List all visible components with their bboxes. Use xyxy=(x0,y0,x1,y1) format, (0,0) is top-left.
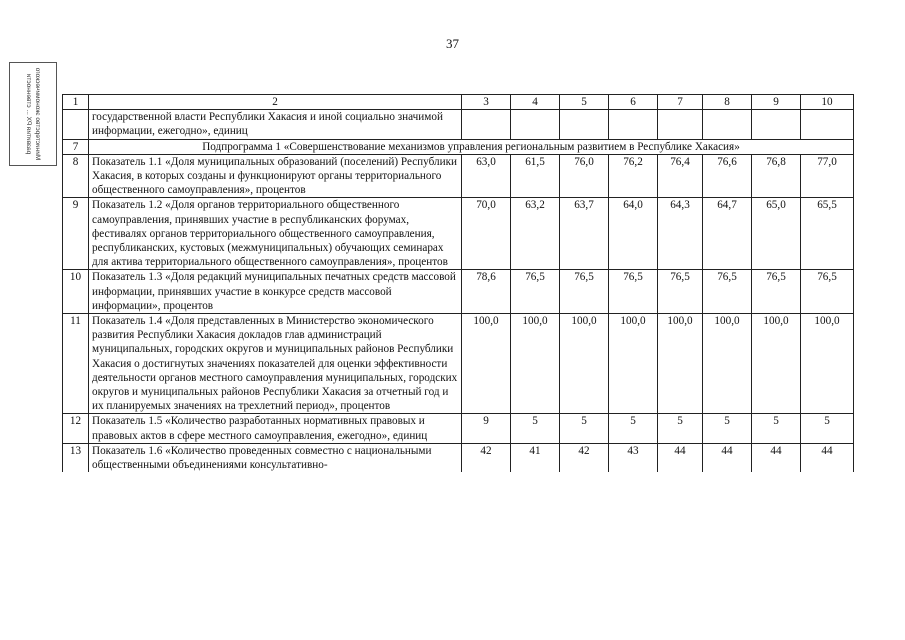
subprogram-row xyxy=(63,139,854,154)
header-cell: 10 xyxy=(801,95,854,110)
value-cell: 5 xyxy=(560,414,609,443)
row-number: 11 xyxy=(63,314,89,414)
value-cell: 9 xyxy=(462,414,511,443)
value-cell xyxy=(462,110,511,139)
value-cell: 42 xyxy=(560,443,609,472)
header-cell: 3 xyxy=(462,95,511,110)
registration-stamp xyxy=(9,62,57,166)
value-cell: 76,2 xyxy=(609,154,658,198)
table-row xyxy=(63,110,854,139)
value-cell xyxy=(511,110,560,139)
value-cell: 65,0 xyxy=(752,198,801,270)
value-cell: 76,8 xyxy=(752,154,801,198)
page-number: 37 xyxy=(446,36,459,51)
value-cell: 44 xyxy=(752,443,801,472)
value-cell: 63,0 xyxy=(462,154,511,198)
value-cell: 63,7 xyxy=(560,198,609,270)
value-cell: 100,0 xyxy=(462,314,511,414)
value-cell xyxy=(703,110,752,139)
value-cell: 5 xyxy=(801,414,854,443)
header-cell: 6 xyxy=(609,95,658,110)
header-cell: 4 xyxy=(511,95,560,110)
value-cell: 5 xyxy=(658,414,703,443)
row-number xyxy=(63,110,89,139)
value-cell: 77,0 xyxy=(801,154,854,198)
value-cell: 5 xyxy=(609,414,658,443)
table-row xyxy=(63,443,854,472)
value-cell: 76,5 xyxy=(560,270,609,314)
value-cell: 76,5 xyxy=(658,270,703,314)
value-cell: 64,3 xyxy=(658,198,703,270)
table-row xyxy=(63,414,854,443)
row-number: 7 xyxy=(63,139,89,154)
value-cell: 100,0 xyxy=(560,314,609,414)
value-cell xyxy=(801,110,854,139)
value-cell: 64,0 xyxy=(609,198,658,270)
value-cell: 100,0 xyxy=(801,314,854,414)
value-cell: 42 xyxy=(462,443,511,472)
value-cell: 76,4 xyxy=(658,154,703,198)
value-cell: 78,6 xyxy=(462,270,511,314)
header-cell: 1 xyxy=(63,95,89,110)
row-number: 10 xyxy=(63,270,89,314)
subprogram-title: Подпрограмма 1 «Совершенствование механизмов управления региональным развитием в Республике Хакасия» xyxy=(89,139,854,154)
value-cell xyxy=(560,110,609,139)
value-cell: 61,5 xyxy=(511,154,560,198)
value-cell: 76,6 xyxy=(703,154,752,198)
value-cell: 100,0 xyxy=(703,314,752,414)
value-cell: 100,0 xyxy=(658,314,703,414)
table-row xyxy=(63,154,854,198)
value-cell: 41 xyxy=(511,443,560,472)
value-cell: 44 xyxy=(658,443,703,472)
value-cell: 76,0 xyxy=(560,154,609,198)
row-number: 8 xyxy=(63,154,89,198)
table-row xyxy=(63,270,854,314)
indicator-text: Показатель 1.1 «Доля муниципальных образований (поселений) Республики Хакасия, в которых созданы и функционируют органы территориального общественного самоуправления», процентов xyxy=(89,154,462,198)
value-cell: 65,5 xyxy=(801,198,854,270)
value-cell: 43 xyxy=(609,443,658,472)
table-row xyxy=(63,314,854,414)
header-cell: 9 xyxy=(752,95,801,110)
row-number: 13 xyxy=(63,443,89,472)
indicators-table xyxy=(62,94,854,472)
value-cell: 63,2 xyxy=(511,198,560,270)
table-row xyxy=(63,198,854,270)
value-cell: 64,7 xyxy=(703,198,752,270)
value-cell xyxy=(752,110,801,139)
indicator-text: Показатель 1.3 «Доля редакций муниципальных печатных средств массовой информации, принявших участие в конкурсе средств массовой информации», процентов xyxy=(89,270,462,314)
value-cell: 76,5 xyxy=(511,270,560,314)
value-cell: 70,0 xyxy=(462,198,511,270)
value-cell: 5 xyxy=(511,414,560,443)
indicator-text: Показатель 1.2 «Доля органов территориального общественного самоуправления, принявших участие в республиканских форумах, фестивалях органов территориального общественного самоуправления, республиканских, кустовых (межмуниципальных) обучающих семинарах для актива территориального общественного самоуправления», процентов xyxy=(89,198,462,270)
header-cell: 2 xyxy=(89,95,462,110)
value-cell: 100,0 xyxy=(511,314,560,414)
value-cell xyxy=(658,110,703,139)
registration-stamp-text: Министерство экономического развития РХ ... ственности xyxy=(25,67,41,161)
table-header-row xyxy=(63,95,854,110)
header-cell: 5 xyxy=(560,95,609,110)
row-number: 9 xyxy=(63,198,89,270)
value-cell: 76,5 xyxy=(752,270,801,314)
value-cell: 5 xyxy=(752,414,801,443)
value-cell: 44 xyxy=(703,443,752,472)
value-cell: 44 xyxy=(801,443,854,472)
indicator-text: Показатель 1.4 «Доля представленных в Министерство экономического развития Республики Хакасия докладов глав администраций муниципальных, городских округов и муниципальных районов Республики Хакасия о достигнутых значениях показателей для оценки эффективности деятельности органов местного самоуправления муниципальных, городских округов и муниципальных районов Республики Хакасия за отчетный год и их планируемых значениях на трехлетний период», процентов xyxy=(89,314,462,414)
indicator-text: Показатель 1.6 «Количество проведенных совместно с национальными общественными объединениями консультативно- xyxy=(89,443,462,472)
indicator-text: государственной власти Республики Хакасия и иной социально значимой информации, ежегодно», единиц xyxy=(89,110,462,139)
header-cell: 8 xyxy=(703,95,752,110)
value-cell: 76,5 xyxy=(801,270,854,314)
value-cell: 100,0 xyxy=(752,314,801,414)
value-cell: 5 xyxy=(703,414,752,443)
row-number: 12 xyxy=(63,414,89,443)
value-cell xyxy=(609,110,658,139)
indicator-text: Показатель 1.5 «Количество разработанных нормативных правовых и правовых актов в сфере местного самоуправления, ежегодно», единиц xyxy=(89,414,462,443)
header-cell: 7 xyxy=(658,95,703,110)
value-cell: 76,5 xyxy=(609,270,658,314)
value-cell: 76,5 xyxy=(703,270,752,314)
value-cell: 100,0 xyxy=(609,314,658,414)
